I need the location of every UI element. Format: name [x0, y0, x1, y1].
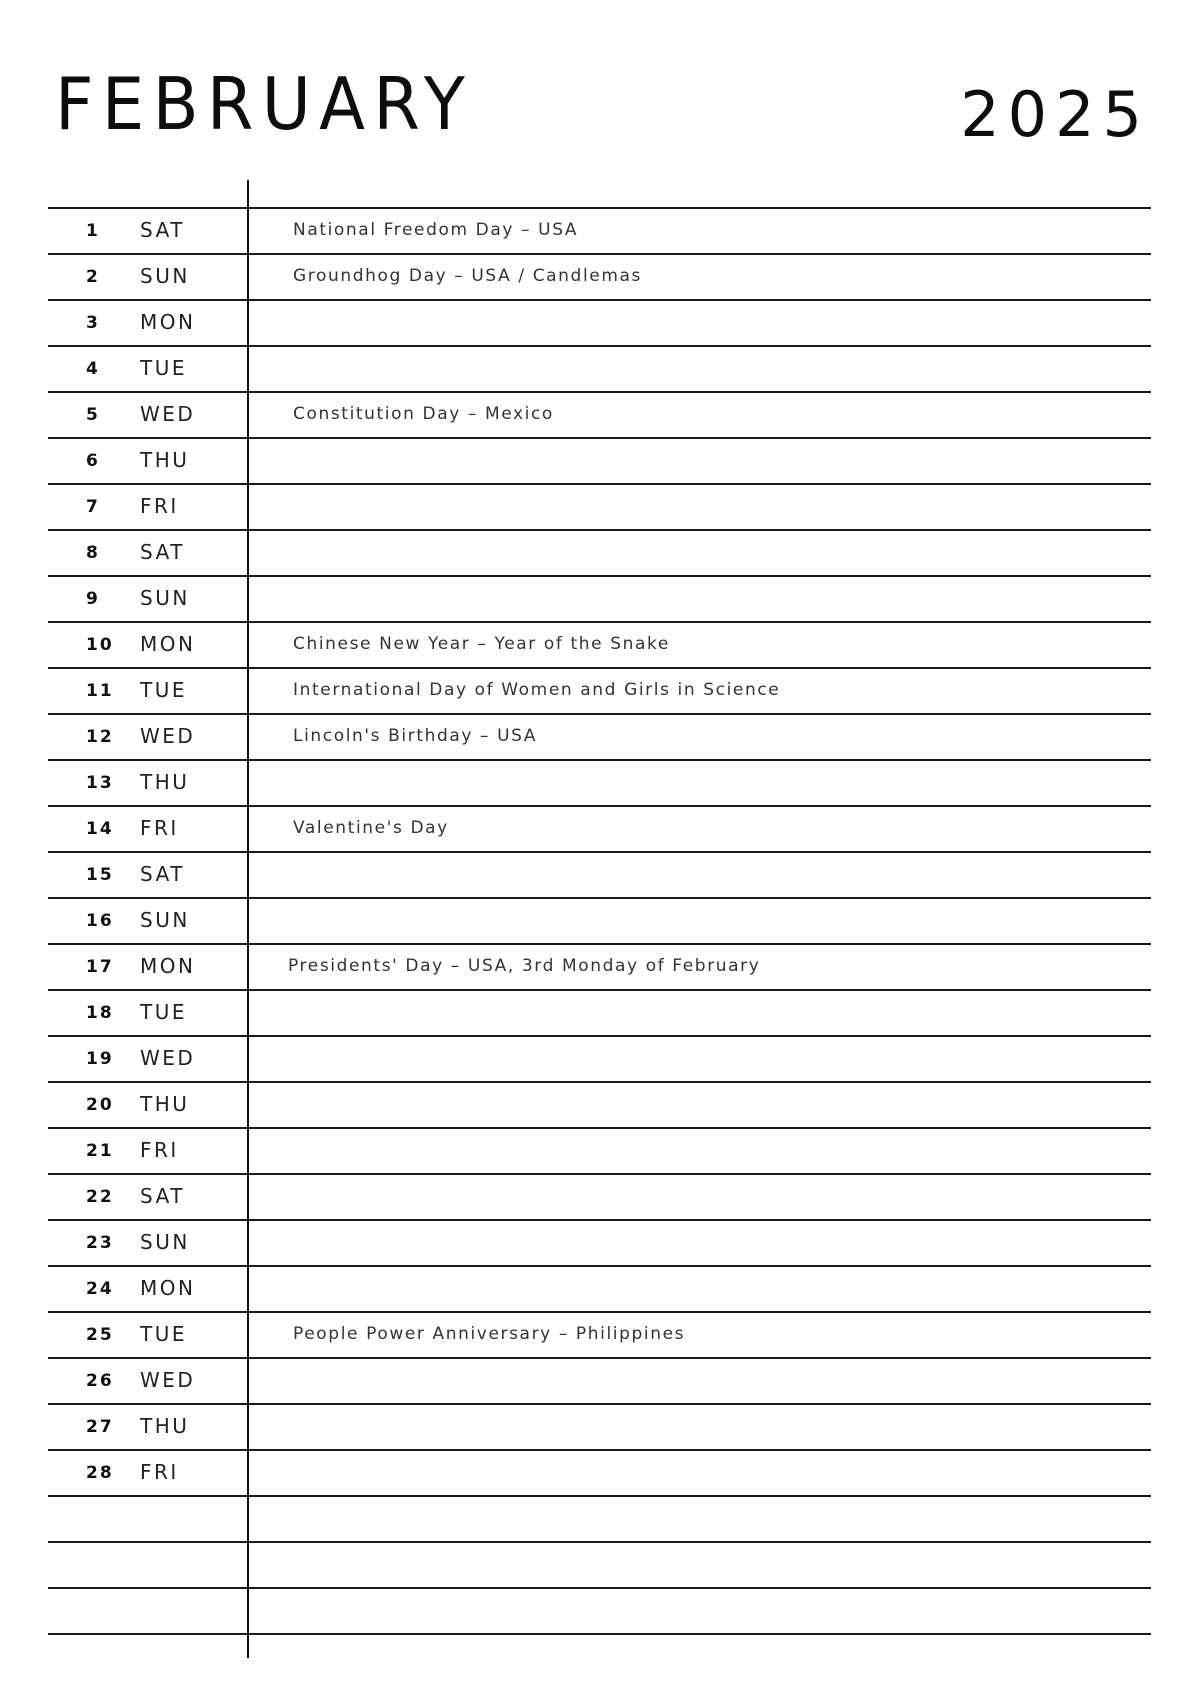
day-number: 10	[86, 635, 114, 655]
day-row	[48, 943, 1151, 989]
day-number: 24	[86, 1279, 114, 1299]
day-number: 25	[86, 1325, 114, 1345]
day-row	[48, 1495, 1151, 1541]
weekday-label: WED	[140, 1046, 196, 1070]
day-row	[48, 1127, 1151, 1173]
weekday-label: SAT	[140, 1184, 185, 1208]
weekday-label: WED	[140, 1368, 196, 1392]
day-row	[48, 1173, 1151, 1219]
day-number: 16	[86, 911, 114, 931]
year-title: 2025	[960, 78, 1150, 151]
weekday-label: TUE	[140, 678, 187, 702]
day-row	[48, 1403, 1151, 1449]
day-row	[48, 989, 1151, 1035]
day-row	[48, 1357, 1151, 1403]
day-row	[48, 1587, 1151, 1635]
day-row	[48, 1311, 1151, 1357]
event-text[interactable]: International Day of Women and Girls in Science	[293, 680, 781, 700]
weekday-label: SUN	[140, 1230, 190, 1254]
day-row	[48, 391, 1151, 437]
day-number: 4	[86, 359, 100, 379]
day-number: 17	[86, 957, 114, 977]
day-number: 9	[86, 589, 100, 609]
day-row	[48, 207, 1151, 253]
day-row	[48, 897, 1151, 943]
day-row	[48, 1541, 1151, 1587]
day-row	[48, 1265, 1151, 1311]
day-number: 21	[86, 1141, 114, 1161]
weekday-label: MON	[140, 632, 196, 656]
weekday-label: SUN	[140, 586, 190, 610]
day-number: 18	[86, 1003, 114, 1023]
day-row	[48, 253, 1151, 299]
day-number: 11	[86, 681, 114, 701]
day-number: 13	[86, 773, 114, 793]
day-number: 12	[86, 727, 114, 747]
day-row	[48, 1081, 1151, 1127]
event-text[interactable]: Chinese New Year – Year of the Snake	[293, 634, 670, 654]
day-row	[48, 805, 1151, 851]
event-text[interactable]: Constitution Day – Mexico	[293, 404, 554, 424]
day-row	[48, 483, 1151, 529]
day-row	[48, 529, 1151, 575]
weekday-label: TUE	[140, 1322, 187, 1346]
weekday-label: FRI	[140, 816, 179, 840]
weekday-label: THU	[140, 1414, 190, 1438]
weekday-label: THU	[140, 770, 190, 794]
weekday-label: TUE	[140, 1000, 187, 1024]
day-row	[48, 299, 1151, 345]
day-number: 26	[86, 1371, 114, 1391]
day-number: 2	[86, 267, 100, 287]
event-text[interactable]: Lincoln's Birthday – USA	[293, 726, 538, 746]
weekday-label: SUN	[140, 264, 190, 288]
weekday-label: THU	[140, 1092, 190, 1116]
day-number: 15	[86, 865, 114, 885]
weekday-label: WED	[140, 402, 196, 426]
day-number: 19	[86, 1049, 114, 1069]
weekday-label: SAT	[140, 540, 185, 564]
day-number: 8	[86, 543, 100, 563]
calendar-table	[48, 207, 1151, 1635]
day-number: 5	[86, 405, 100, 425]
day-row	[48, 621, 1151, 667]
day-row	[48, 437, 1151, 483]
weekday-label: FRI	[140, 494, 179, 518]
day-number: 1	[86, 221, 100, 241]
weekday-label: MON	[140, 1276, 196, 1300]
day-row	[48, 345, 1151, 391]
day-number: 27	[86, 1417, 114, 1437]
day-row	[48, 1035, 1151, 1081]
day-number: 23	[86, 1233, 114, 1253]
day-row	[48, 713, 1151, 759]
month-title: FEBRUARY	[55, 62, 474, 146]
weekday-label: SAT	[140, 862, 185, 886]
day-number: 28	[86, 1463, 114, 1483]
event-text[interactable]: Groundhog Day – USA / Candlemas	[293, 266, 642, 286]
weekday-label: MON	[140, 954, 196, 978]
event-text[interactable]: People Power Anniversary – Philippines	[293, 1324, 686, 1344]
day-row	[48, 851, 1151, 897]
day-row	[48, 1219, 1151, 1265]
weekday-label: TUE	[140, 356, 187, 380]
weekday-label: FRI	[140, 1138, 179, 1162]
day-number: 22	[86, 1187, 114, 1207]
day-row	[48, 667, 1151, 713]
day-number: 14	[86, 819, 114, 839]
event-text[interactable]: Valentine's Day	[293, 818, 449, 838]
weekday-label: SAT	[140, 218, 185, 242]
day-row	[48, 759, 1151, 805]
weekday-label: MON	[140, 310, 196, 334]
day-number: 3	[86, 313, 100, 333]
event-text[interactable]: Presidents' Day – USA, 3rd Monday of February	[288, 956, 761, 976]
weekday-label: THU	[140, 448, 190, 472]
weekday-label: SUN	[140, 908, 190, 932]
day-number: 6	[86, 451, 100, 471]
day-number: 7	[86, 497, 100, 517]
day-row	[48, 1449, 1151, 1495]
event-text[interactable]: National Freedom Day – USA	[293, 220, 579, 240]
day-number: 20	[86, 1095, 114, 1115]
day-row	[48, 575, 1151, 621]
weekday-label: WED	[140, 724, 196, 748]
weekday-label: FRI	[140, 1460, 179, 1484]
